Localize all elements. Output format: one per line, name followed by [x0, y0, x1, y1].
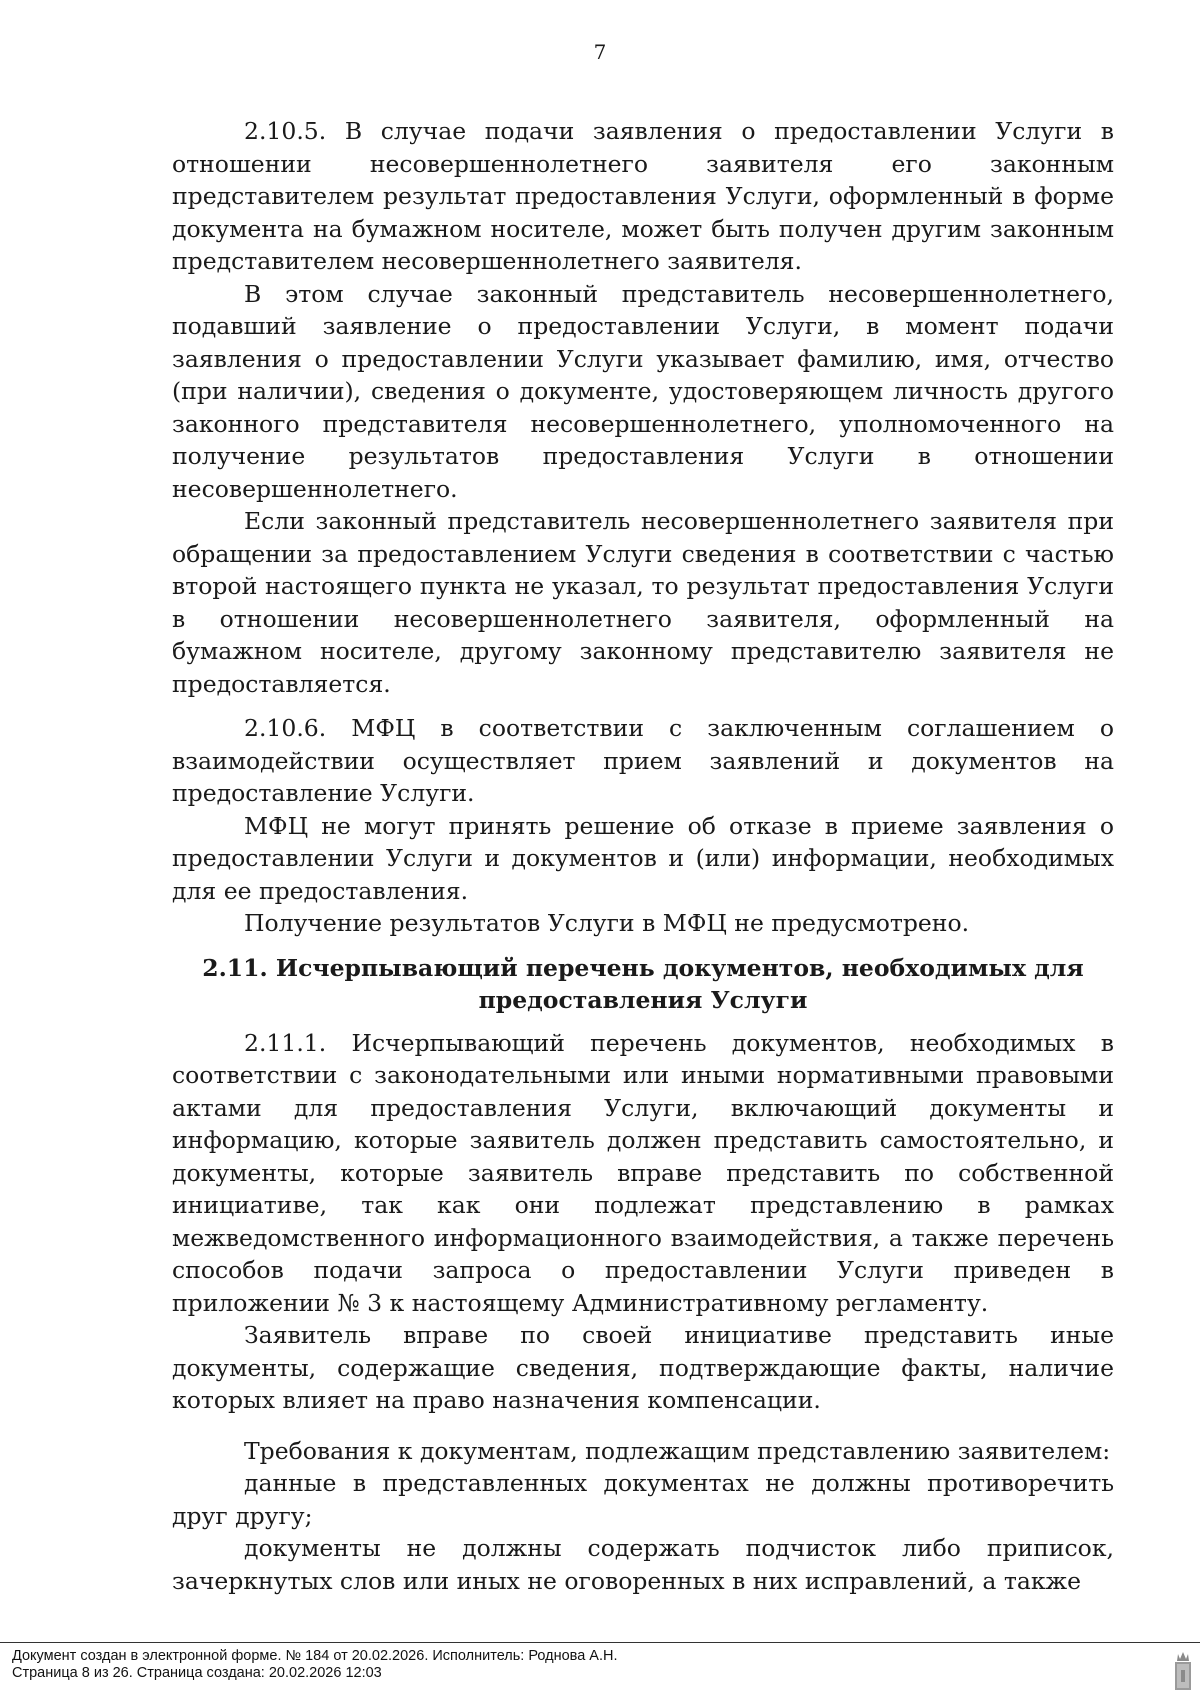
paragraph: Заявитель вправе по своей инициативе представить иные документы, содержащие сведения, подтверждающие факты, наличие которых влияет на право назначения компенсации. [172, 1321, 1114, 1414]
paragraph: В этом случае законный представитель несовершеннолетнего, подавший заявление о предоставлении Услуги, в момент подачи заявления о предоставлении Услуги указывает фамилию, имя, отчество (при наличии), сведения о документе, удостоверяющем личность другого законного представителя несовершеннолетнего, уполномоченного на получение результатов предоставления Услуги в отношении несовершеннолетнего. [172, 279, 1114, 503]
paragraph-2-10-5: 2.10.5. В случае подачи заявления о предоставлении Услуги в отношении несовершеннолетнего заявителя его законным представителем результат предоставления Услуги, оформленный в форме документа на бумажном носителе, может быть получен другим законным представителем несовершеннолетнего заявителя. [172, 117, 1114, 275]
section-heading-2-11 [172, 952, 1114, 1017]
footer-line-1: Документ создан в электронной форме. № 184 от 20.02.2026. Исполнитель: Роднова А.Н. [12, 1648, 618, 1664]
page-number: 7 [593, 40, 607, 64]
paragraph: Если законный представитель несовершеннолетнего заявителя при обращении за предоставлением Услуги сведения в соответствии с частью второй настоящего пункта не указал, то результат предоставления Услуги в отношении несовершеннолетнего заявителя, оформленный на бумажном носителе, другому законному представителю заявителя не предоставляется. [172, 507, 1114, 698]
paragraph: МФЦ не могут принять решение об отказе в приеме заявления о предоставлении Услуги и документов и (или) информации, необходимых для ее предоставления. [172, 811, 1114, 905]
paragraph-2-10-6: 2.10.6. МФЦ в соответствии с заключенным соглашением о взаимодействии осуществляет прием заявлений и документов на предоставление Услуги. [172, 714, 1114, 807]
section-heading-line1: 2.11. Исчерпывающий перечень документов, необходимых для [202, 953, 1084, 982]
footer [12, 1648, 1112, 1682]
section-heading-line2: предоставления Услуги [478, 986, 808, 1014]
footer-line-2: Страница 8 из 26. Страница создана: 20.02.2026 12:03 [12, 1665, 382, 1681]
paragraph: данные в представленных документах не должны противоречить друг другу; [172, 1469, 1114, 1530]
paragraph: документы не должны содержать подчисток либо приписок, зачеркнутых слов или иных не оговоренных в них исправлений, а также [172, 1534, 1114, 1595]
paragraph-requirements: Требования к документам, подлежащим представлению заявителем: [244, 1436, 1111, 1465]
paragraph-2-11-1: 2.11.1. Исчерпывающий перечень документов, необходимых в соответствии с законодательными или иными нормативными правовыми актами для предоставления Услуги, включающий документы и информацию, которые заявитель должен представить самостоятельно, и документы, которые заявитель вправе представить по собственной инициативе, так как они подлежат представлению в рамках межведомственного информационного взаимодействия, а также перечень способов подачи запроса о предоставлении Услуги приведен в приложении № 3 к настоящему Административному регламенту. [172, 1028, 1114, 1317]
footer-divider [0, 1642, 1200, 1643]
document-body [172, 115, 1114, 1597]
coat-of-arms-icon [1172, 1650, 1194, 1692]
paragraph: Получение результатов Услуги в МФЦ не предусмотрено. [244, 909, 970, 937]
